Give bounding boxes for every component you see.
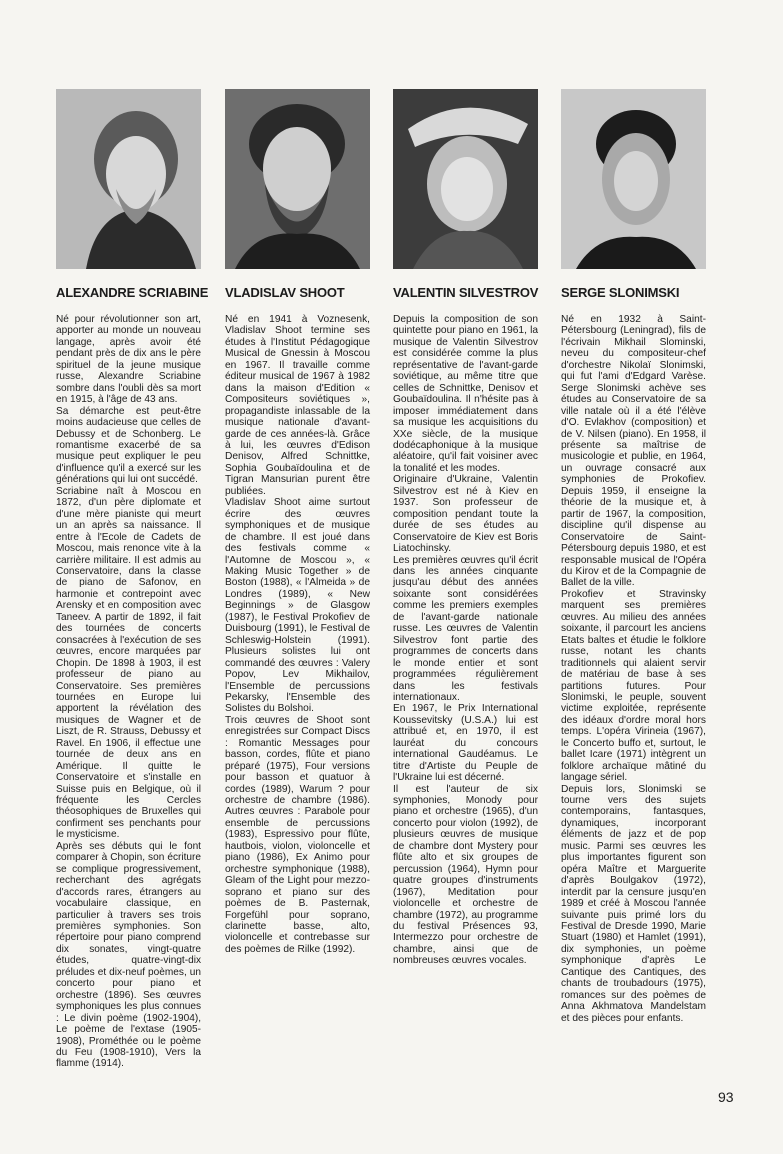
bio-paragraph: Vladislav Shoot aime surtout écrire des œuvres symphoniques et de musique de chambre. Il est joué dans des festivals comme « l'Automne de Moscou », « Making Music Together » de Boston (1988), « l'Almeida » de Londres (1989), « New Beginnings » de Glasgow (1987), le Festival Prokofiev de Duisbourg (1991), le Festival de Schleswig-Holstein (1991). Plusieurs solistes lui ont commandé des œuvres : Valery Popov, Lev Mikhailov, l'Ensemble de percussions Pekarsky, l'Ensemble des Solistes du Bolshoi. [225, 497, 370, 715]
bio-paragraph: Depuis lors, Slonimski se tourne vers des sujets contemporains, fantasques, dynamiques, incorporant éléments de jazz et de pop music. Parmi ses œuvres les plus importantes figurent son opéra Maître et Marguerite d'après Boulgakov (1972), interdit par la censure jusqu'en 1989 et créé à Moscou l'année suivante puis primé lors du Festival de Dresde 1990, Marie Stuart (1980) et Hamlet (1991), dix symphonies, un poème symphonique d'après Le Cantique des Cantiques, des chants de troubadours (1975), romances sur des poèmes de Anna Akhmatova Mandelstam et des pièces pour enfants. [561, 783, 706, 1024]
composer-name: ALEXANDRE SCRIABINE [56, 285, 209, 300]
composer-column-scriabine [56, 89, 209, 1070]
portrait-silhouette [225, 89, 370, 269]
bio-paragraph: Les premières œuvres qu'il écrit dans les années cinquante jusqu'au début des années soixante sont considérées comme les premiers exemples de l'avant-garde nationale russe. Les œuvres de Valentin Silvestrov font partie des programmes de concerts dans le monde entier et sont programmées régulièrement dans les festivals internationaux. [393, 554, 538, 703]
composer-name: SERGE SLONIMSKI [561, 285, 680, 300]
bio-paragraph: En 1967, le Prix International Koussevitsky (U.S.A.) lui est attribué et, en 1970, il est lauréat du concours international Gaudéamus. Le titre d'Artiste du Peuple de l'Ukraine lui est décerné. [393, 703, 538, 784]
bio-paragraph: Depuis la composition de son quintette pour piano en 1961, la musique de Valentin Silvestrov est considérée comme la plus représentative de l'avant-garde soviétique, au même titre que celles de Schnittke, Denisov et Goubaïdoulina. Il n'hésite pas à imposer immédiatement dans sa musique les acquisitions du XXe siècle, de la musique dodécaphonique à la musique aléatoire, qu'il fait voisiner avec la tonalité et les modes. [393, 314, 538, 474]
composer-biography [225, 314, 370, 955]
composer-column-slonimski [561, 89, 706, 1024]
portrait-photo [393, 89, 538, 269]
portrait-silhouette [56, 89, 201, 269]
composer-name: VALENTIN SILVESTROV [393, 285, 539, 300]
composer-biography [561, 314, 706, 1024]
composer-column-silvestrov [393, 89, 538, 967]
portrait-photo [56, 89, 201, 269]
bio-paragraph: Trois œuvres de Shoot sont enregistrées sur Compact Discs : Romantic Messages pour basson, cordes, flûte et piano préparé (1975), Four versions pour basson et quatuor à cordes (1989), Warum ? pour orchestre de chambre (1986). Autres œuvres : Parabole pour ensemble de percussions (1983), Espressivo pour flûte, hautbois, violon, violoncelle et piano (1986), Ex Animo pour orchestre symphonique (1988), Gleam of the Light pour mezzo-soprano et piano sur des poèmes de B. Pasternak, Forgefühl pour soprano, clarinette basse, alto, violoncelle et contrebasse sur des poèmes de Rilke (1992). [225, 714, 370, 955]
bio-paragraph: Né pour révolutionner son art, apporter au monde un nouveau langage, après avoir été pendant près de dix ans le père spirituel de la jeune musique russe, Alexandre Scriabine sombre dans l'oubli dès sa mort en 1915, à l'âge de 43 ans. [56, 314, 201, 406]
portrait-silhouette [561, 89, 706, 269]
bio-paragraph: Originaire d'Ukraine, Valentin Silvestrov est né à Kiev en 1937. Son professeur de composition pendant toute la durée de ses études au Conservatoire de Kiev est Boris Liatochinsky. [393, 474, 538, 555]
portrait-photo [225, 89, 370, 269]
bio-paragraph: Il est l'auteur de six symphonies, Monody pour piano et orchestre (1965), d'un concerto pour violon (1992), de plusieurs œuvres de musique de chambre dont Mystery pour flûte alto et six groupes de percussion (1964), Hymn pour quatre groupes d'instruments (1967), Meditation pour violoncelle et orchestre de chambre (1972), au programme du festival Présences 93, Intermezzo pour orchestre de chambre, ainsi que de nombreuses œuvres vocales. [393, 783, 538, 967]
portrait-photo [561, 89, 706, 269]
portrait-silhouette [393, 89, 538, 269]
bio-paragraph: Scriabine naît à Moscou en 1872, d'un père diplomate et d'une mère pianiste qui meurt un an après sa naissance. Il entre à l'Ecole de Cadets de Moscou, mais renonce vite à la carrière militaire. Il est admis au Conservatoire, dans la classe de piano de Safonov, en harmonie et contrepoint avec Arensky et en composition avec Taneev. A partir de 1892, il fait des tournées de concerts consacrées à l'exécution de ses œuvres, encore marquées par Chopin. De 1898 à 1903, il est professeur de piano au Conservatoire. Ses premières tournées en Europe lui apportent la révélation des musiques de Wagner et de Liszt, de R. Strauss, Debussy et Ravel. En 1906, il effectue une tournée de deux ans en Amérique. Il quitte le Conservatoire et s'installe en Suisse puis en Belgique, où il fréquente les Cercles théosophiques de Bruxelles qui confirment ses penchants pour le mysticisme. [56, 485, 201, 841]
composer-name: VLADISLAV SHOOT [225, 285, 345, 300]
bio-paragraph: Né en 1941 à Voznesenk, Vladislav Shoot termine ses études à l'Institut Pédagogique Musical de Gnessin à Moscou en 1967. Il travaille comme éditeur musical de 1967 à 1982 dans la maison d'Edition « Compositeurs soviétiques », propagandiste inlassable de la musique nationale d'avant-garde de ces années-là. Grâce à lui, les œuvres d'Edison Denisov, Alfred Schnittke, Sophia Goubaïdoulina et de Tigran Mansurian purent être publiées. [225, 314, 370, 497]
bio-paragraph: Né en 1932 à Saint-Pétersbourg (Leningrad), fils de l'écrivain Mikhail Slominski, neveu du compositeur-chef d'orchestre Nikolaï Slonimski, qui fut l'ami d'Edgard Varèse. Serge Slonimski achève ses études au Conservatoire de sa ville natale où il a été l'élève d'O. Evlakhov (composition) et de V. Nilsen (piano). En 1958, il présente sa maîtrise de musicologie et publie, en 1964, un ouvrage consacré aux symphonies de Prokofiev. Depuis 1959, il enseigne la théorie de la musique et, à partir de 1967, la composition, discipline qu'il dispense au Conservatoire de Saint-Pétersbourg depuis 1980, et est responsable musical de l'Opéra du Kirov et de la Compagnie de Ballet de la ville. [561, 314, 706, 589]
bio-paragraph: Après ses débuts qui le font comparer à Chopin, son écriture se complique progressivement, recherchant des agrégats d'accords rares, étrangers au vocabulaire classique, en particulier à travers ses trois premières symphonies. Son répertoire pour piano comprend dix sonates, vingt-quatre études, quatre-vingt-dix préludes et dix-neuf poèmes, un concerto pour piano et orchestre (1896). Ses œuvres symphoniques les plus connues : Le divin poème (1902-1904), Le poème de l'extase (1905-1908), Prométhée ou le poème du Feu (1908-1910), Vers la flamme (1914). [56, 840, 201, 1070]
composer-biography [56, 314, 201, 1070]
composer-biography [393, 314, 538, 967]
bio-paragraph: Prokofiev et Stravinsky marquent ses premières œuvres. Au milieu des années soixante, il parcourt les anciens Etats baltes et étudie le folklore russe, notant les chants traditionnels qui alaient servir de matériau de base à ses partitions futures. Pour Slonimski, le peuple, souvent victime exploitée, représente des idéaux d'ordre moral hors temps. L'opéra Virineia (1967), le Concerto buffo et, surtout, le ballet Icare (1971) intègrent un folklore archaïque mâtiné du langage sériel. [561, 588, 706, 784]
composer-column-shoot [225, 89, 370, 955]
page-number: 93 [718, 1089, 734, 1105]
bio-paragraph: Sa démarche est peut-être moins audacieuse que celles de Debussy et de Schonberg. Le romantisme exacerbé de sa musique peut expliquer le peu d'influence qu'il a exercé sur les générations qui lui ont succédé. [56, 405, 201, 486]
